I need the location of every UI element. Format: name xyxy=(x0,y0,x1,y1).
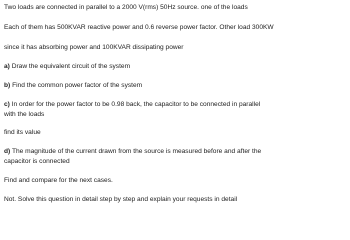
question-d-label: d) xyxy=(4,148,11,155)
question-c-label: c) xyxy=(4,101,10,108)
question-a-text: Draw the equivalent circuit of the system xyxy=(9,63,131,70)
question-d xyxy=(4,148,261,156)
intro-line-2: Each of them has 500KVAR reactive power and 0.6 reverse power factor. Other load 300KW xyxy=(4,24,274,31)
question-a-label: a) xyxy=(4,63,10,70)
question-c xyxy=(4,101,260,109)
question-d-text: The magnitude of the current drawn from the source is measured before and after the xyxy=(10,148,262,155)
question-b-label: b) xyxy=(4,82,11,89)
intro-line-3: since it has absorbing power and 100KVAR dissipating power xyxy=(4,44,184,51)
intro-line-1: Two loads are connected in parallel to a 2000 V(rms) 50Hz source. one of the loads xyxy=(4,4,248,11)
question-c-text: In order for the power factor to be 0.98 back, the capacitor to be connected in parallel xyxy=(9,101,261,108)
footer-line-1: Find and compare for the next cases. xyxy=(4,177,113,184)
footer-line-2: Not. Solve this question in detail step by step and explain your requests in detail xyxy=(4,196,238,203)
question-b-text: Find the common power factor of the system xyxy=(10,82,143,89)
question-d-continuation: capacitor is connected xyxy=(4,158,70,165)
question-b xyxy=(4,82,142,90)
question-a xyxy=(4,63,130,71)
question-c-continuation-1: with the loads xyxy=(4,111,45,118)
question-c-continuation-2: find its value xyxy=(4,129,41,136)
